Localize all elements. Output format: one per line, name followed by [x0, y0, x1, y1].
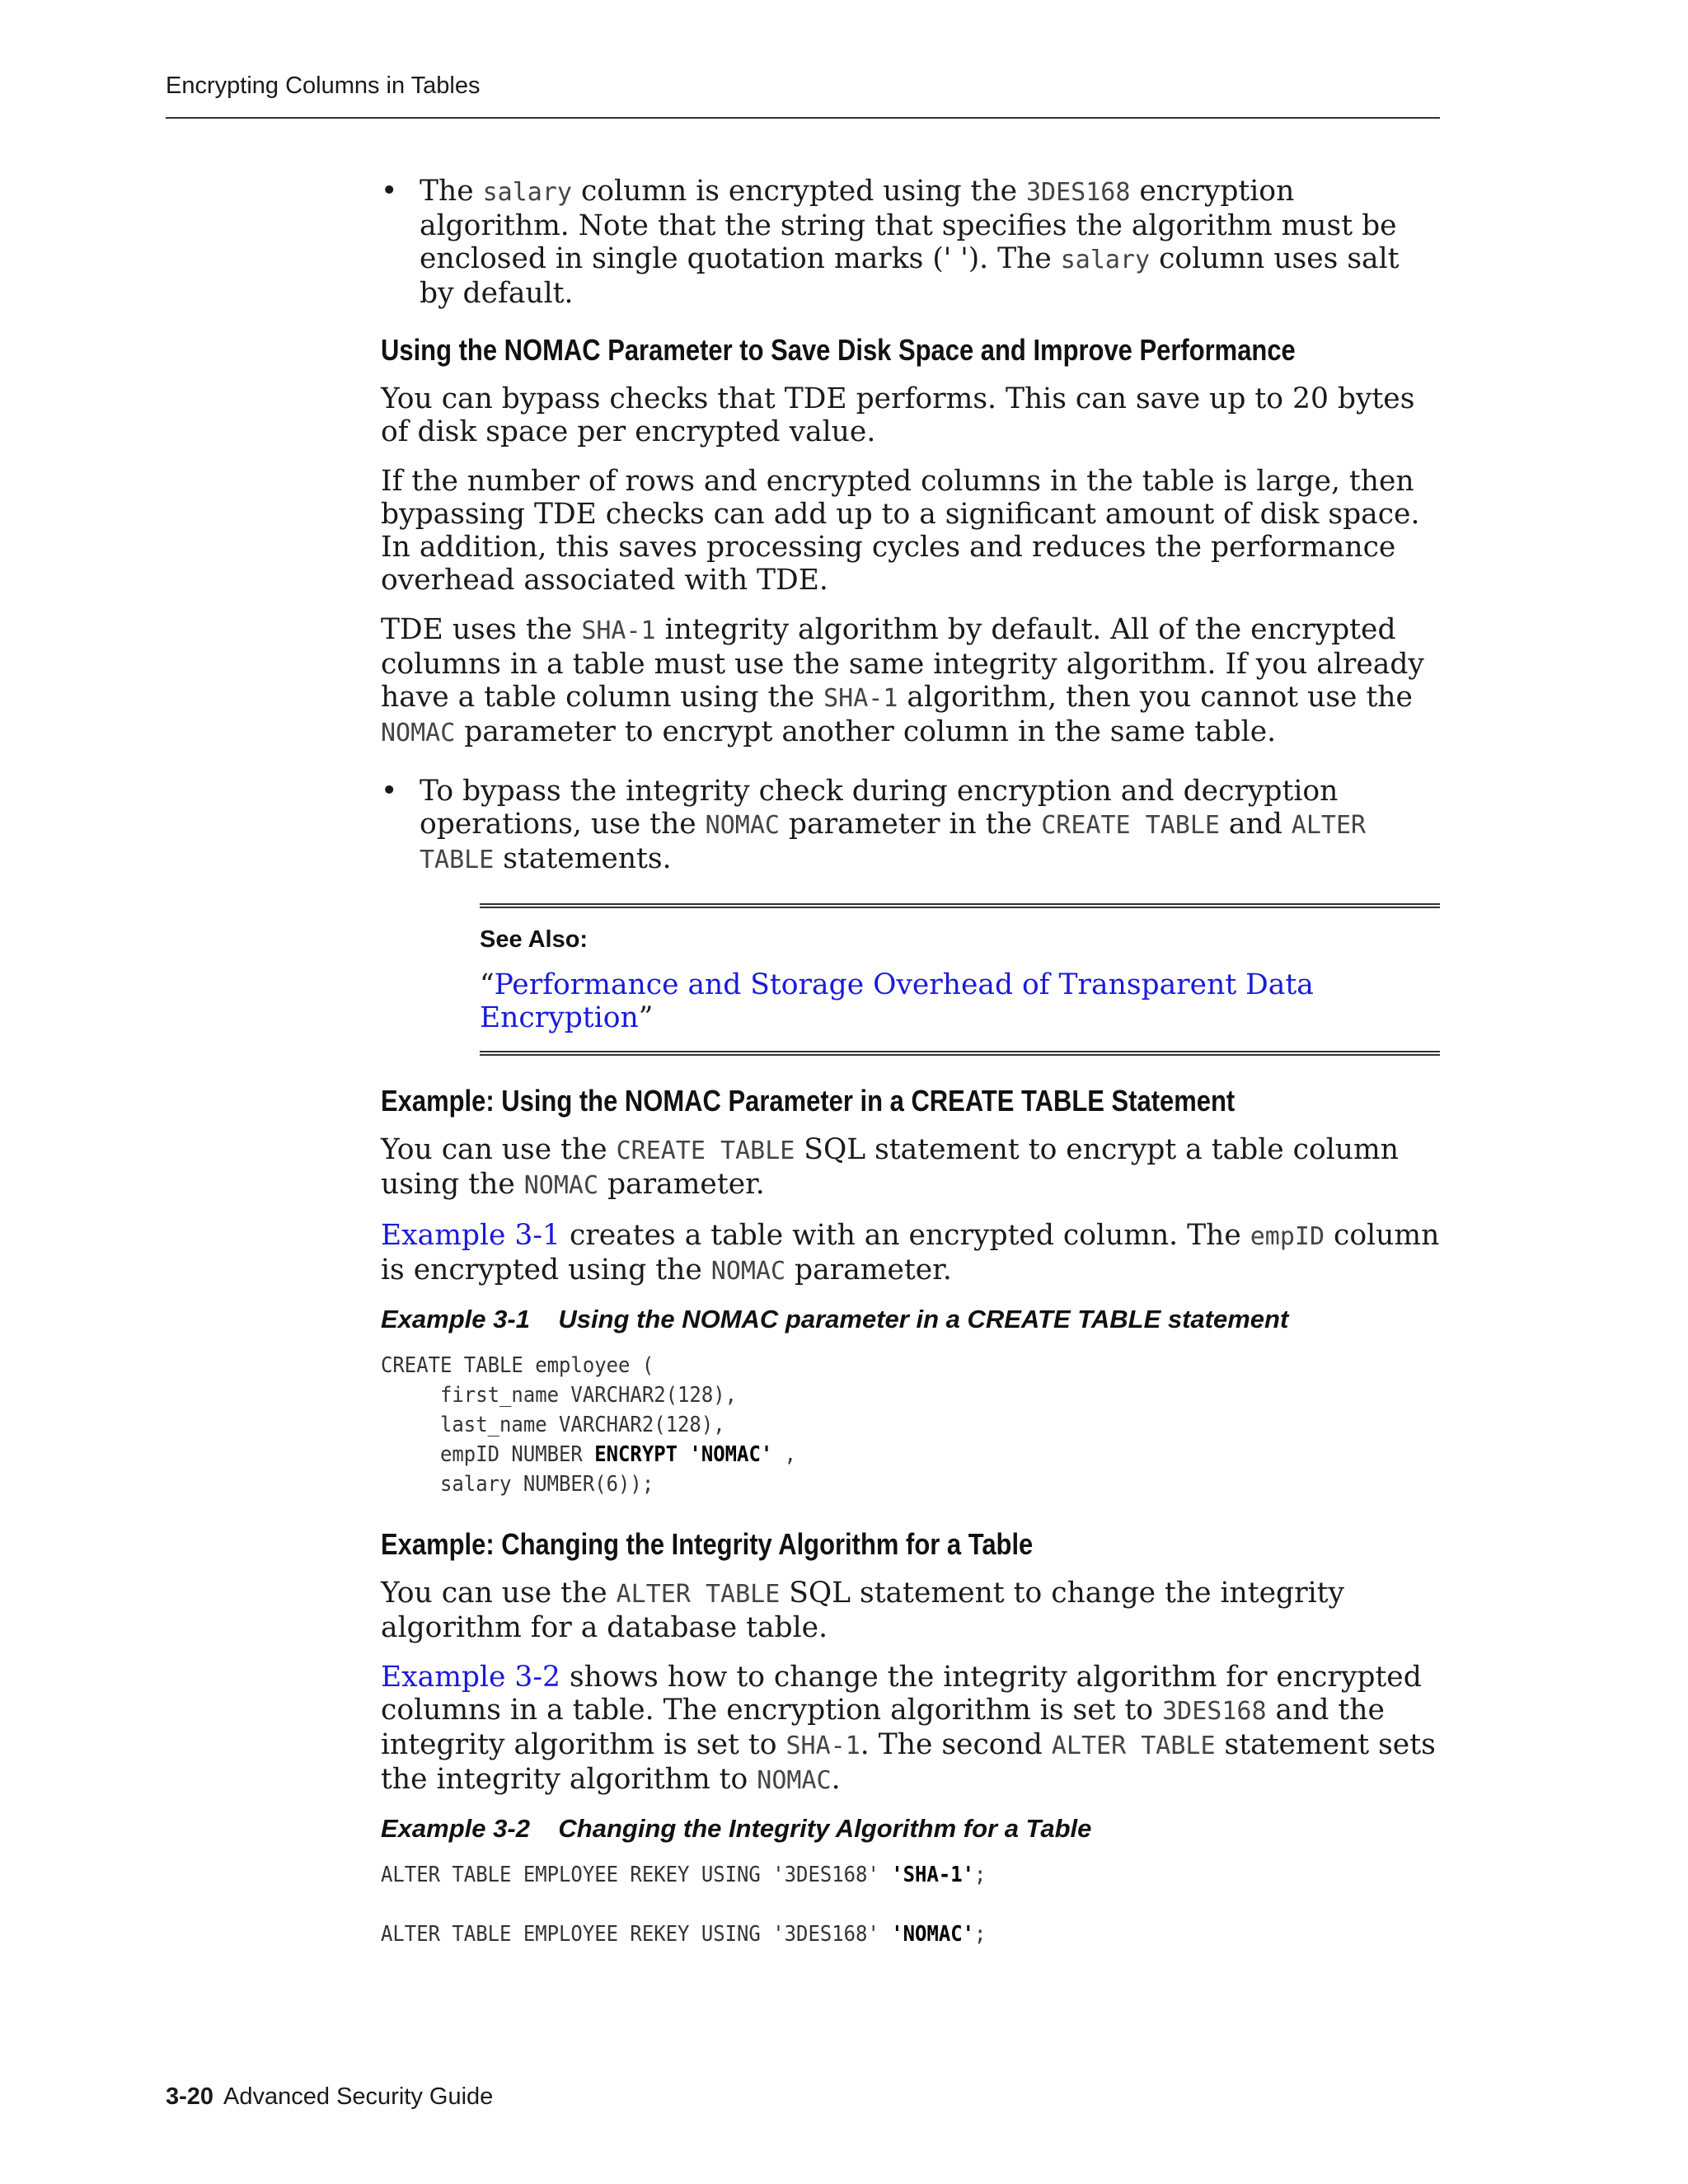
- inline-code: ALTER TABLE: [1051, 1732, 1216, 1760]
- inline-code: ALTER TABLE: [616, 1580, 781, 1609]
- inline-code: NOMAC: [710, 1257, 786, 1286]
- see-also-title: See Also:: [480, 926, 588, 953]
- nomac-bullet-list: [381, 775, 1440, 877]
- code-emphasis: 'SHA-1': [891, 1863, 975, 1887]
- paragraph: [381, 613, 1440, 750]
- example-3-1-title: Example 3-1 Using the NOMAC parameter in a CREATE TABLE statement: [381, 1305, 1289, 1333]
- book-title: Advanced Security Guide: [223, 2083, 494, 2110]
- list-item: [381, 775, 1440, 877]
- paragraph: If the number of rows and encrypted columns in the table is large, then bypassing TDE checks can add up to a significant amount of disk space. In addition, this saves processing cycles and reduces the performance overhead associated with TDE.: [381, 465, 1420, 597]
- page-number: 3-20: [166, 2083, 214, 2110]
- text-run: shows how to change the integrity algorithm for encrypted columns in a table. The encryption algorithm is set to: [381, 1661, 1422, 1727]
- code-line: ,: [772, 1442, 797, 1467]
- text-run: column uses salt by default.: [420, 242, 1400, 310]
- code-line: CREATE TABLE employee (: [381, 1353, 654, 1378]
- text-run: algorithm, then you cannot use the: [898, 681, 1413, 714]
- inline-code: SHA-1: [823, 684, 898, 713]
- inline-code: CREATE TABLE: [1041, 811, 1220, 840]
- see-also-reference: [480, 968, 1440, 1034]
- text-run: and the integrity algorithm is set to: [381, 1694, 1385, 1761]
- quote-mark: “: [480, 968, 495, 1001]
- text-run: parameter in the: [779, 808, 1042, 841]
- inline-code: CREATE TABLE: [616, 1137, 795, 1165]
- example-3-1-link[interactable]: Example 3-1: [381, 1219, 560, 1252]
- inline-code: empID: [1250, 1222, 1325, 1251]
- quote-mark: ”: [638, 1001, 654, 1034]
- text-run: parameter.: [785, 1254, 952, 1286]
- code-line: empID NUMBER: [381, 1442, 595, 1467]
- inline-code: salary: [1060, 246, 1151, 274]
- code-line: salary NUMBER(6));: [381, 1472, 654, 1497]
- text-run: You can use the: [381, 1133, 617, 1166]
- inline-code: SHA-1: [581, 616, 656, 645]
- inline-code: salary: [482, 178, 572, 207]
- page-footer: [166, 2083, 493, 2111]
- text-run: TDE uses the: [381, 613, 582, 646]
- text-run: column is encrypted using the: [381, 1219, 1440, 1286]
- header-rule: [166, 117, 1440, 119]
- inline-code: ALTER TABLE: [420, 811, 1367, 874]
- code-block-create-table: [381, 1351, 1355, 1499]
- list-item: [381, 175, 1440, 310]
- text-run: and: [1219, 808, 1292, 841]
- paragraph: You can bypass checks that TDE performs. This can save up to 20 bytes of disk space per encrypted value.: [381, 382, 1415, 448]
- text-run: statements.: [494, 842, 672, 875]
- text-run: encryption algorithm. Note that the string that specifies the algorithm must be enclosed in single quotation marks (' '). The: [420, 175, 1397, 275]
- section-heading-alter-table: Example: Changing the Integrity Algorithm for a Table: [381, 1527, 1034, 1561]
- text-run: statement sets the integrity algorithm to: [381, 1728, 1436, 1796]
- paragraph: [381, 1577, 1440, 1644]
- text-run: parameter.: [598, 1168, 765, 1201]
- inline-code: NOMAC: [705, 811, 780, 840]
- see-also-link[interactable]: Performance and Storage Overhead of Transparent Data Encryption: [480, 968, 1314, 1034]
- code-block-alter-table: [381, 1860, 1355, 1949]
- text-run: parameter to encrypt another column in the same table.: [455, 715, 1277, 748]
- code-emphasis: 'NOMAC': [891, 1922, 975, 1947]
- text-run: SQL statement to encrypt a table column using the: [381, 1133, 1399, 1201]
- text-run: You can use the: [381, 1577, 617, 1610]
- text-run: creates a table with an encrypted column. The: [560, 1219, 1250, 1252]
- code-line: ;: [974, 1863, 987, 1887]
- text-run: .: [831, 1763, 841, 1796]
- code-line: first_name VARCHAR2(128),: [381, 1383, 738, 1408]
- inline-code: SHA-1: [785, 1732, 860, 1760]
- code-line: ALTER TABLE EMPLOYEE REKEY USING '3DES168': [381, 1922, 892, 1947]
- example-3-2-title: Example 3-2 Changing the Integrity Algorithm for a Table: [381, 1814, 1092, 1843]
- text-run: The: [420, 175, 483, 208]
- running-header: Encrypting Columns in Tables: [166, 73, 481, 99]
- code-line: ALTER TABLE EMPLOYEE REKEY USING '3DES168': [381, 1863, 892, 1887]
- text-run: To bypass the integrity check during encryption and decryption operations, use the: [420, 775, 1339, 841]
- code-emphasis: ENCRYPT 'NOMAC': [594, 1442, 773, 1467]
- section-heading-nomac: Using the NOMAC Parameter to Save Disk Space and Improve Performance: [381, 333, 1296, 367]
- paragraph: [381, 1219, 1440, 1288]
- text-run: column is encrypted using the: [572, 175, 1026, 208]
- text-run: integrity algorithm by default. All of the encrypted columns in a table must use the same integrity algorithm. If you already have a table column using the: [381, 613, 1424, 714]
- code-line: ;: [974, 1922, 987, 1947]
- example-3-2-link[interactable]: Example 3-2: [381, 1661, 560, 1694]
- paragraph: [381, 1133, 1440, 1202]
- inline-code: 3DES168: [1162, 1697, 1267, 1726]
- text-run: . The second: [860, 1728, 1052, 1761]
- inline-code: NOMAC: [523, 1171, 599, 1200]
- inline-code: NOMAC: [757, 1766, 832, 1795]
- code-line: last_name VARCHAR2(128),: [381, 1413, 725, 1437]
- page-body: [381, 175, 1440, 1972]
- intro-bullet-list: [381, 175, 1440, 310]
- inline-code: NOMAC: [381, 719, 456, 748]
- paragraph: [381, 1661, 1440, 1797]
- inline-code: 3DES168: [1025, 178, 1131, 207]
- section-heading-create-table: Example: Using the NOMAC Parameter in a CREATE TABLE Statement: [381, 1084, 1236, 1118]
- text-run: SQL statement to change the integrity algorithm for a database table.: [381, 1577, 1345, 1644]
- see-also-box: [480, 903, 1440, 1056]
